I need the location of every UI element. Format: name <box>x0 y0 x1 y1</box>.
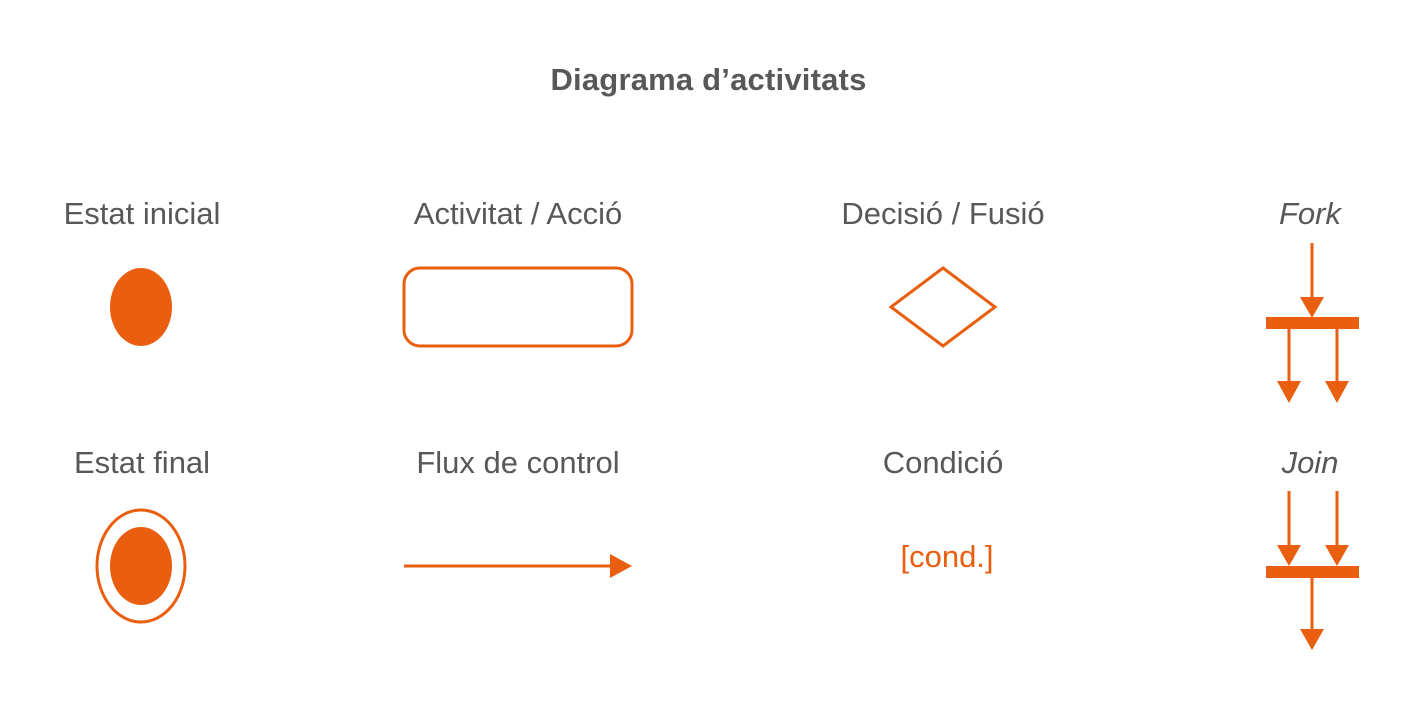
fork-incoming-arrowhead <box>1300 297 1324 318</box>
join-incoming-arrowhead-right <box>1325 545 1349 566</box>
diagram-title: Diagrama d’activitats <box>550 62 867 97</box>
final-state-node <box>97 510 185 622</box>
decision-node <box>891 268 995 346</box>
final-state-label: Estat final <box>73 445 211 480</box>
fork-label: Fork <box>1279 196 1341 231</box>
initial-state-label: Estat inicial <box>63 196 221 231</box>
activity-node <box>404 268 632 346</box>
join-node <box>1266 491 1359 650</box>
initial-state-node <box>110 268 172 346</box>
fork-bar <box>1266 317 1359 329</box>
fork-node <box>1266 243 1359 403</box>
activity-label: Activitat / Acció <box>413 196 623 231</box>
decision-label: Decisió / Fusió <box>841 196 1045 231</box>
join-bar <box>1266 566 1359 578</box>
join-outgoing-arrowhead <box>1300 629 1324 650</box>
fork-outgoing-arrowhead-left <box>1277 381 1301 403</box>
join-label: Join <box>1281 445 1339 480</box>
join-incoming-arrowhead-left <box>1277 545 1301 566</box>
control-flow-label: Flux de control <box>416 445 620 480</box>
condition-label: Condició <box>882 445 1004 480</box>
fork-outgoing-arrowhead-right <box>1325 381 1349 403</box>
control-flow-arrow <box>404 554 632 578</box>
condition-example: [cond.] <box>900 539 994 574</box>
